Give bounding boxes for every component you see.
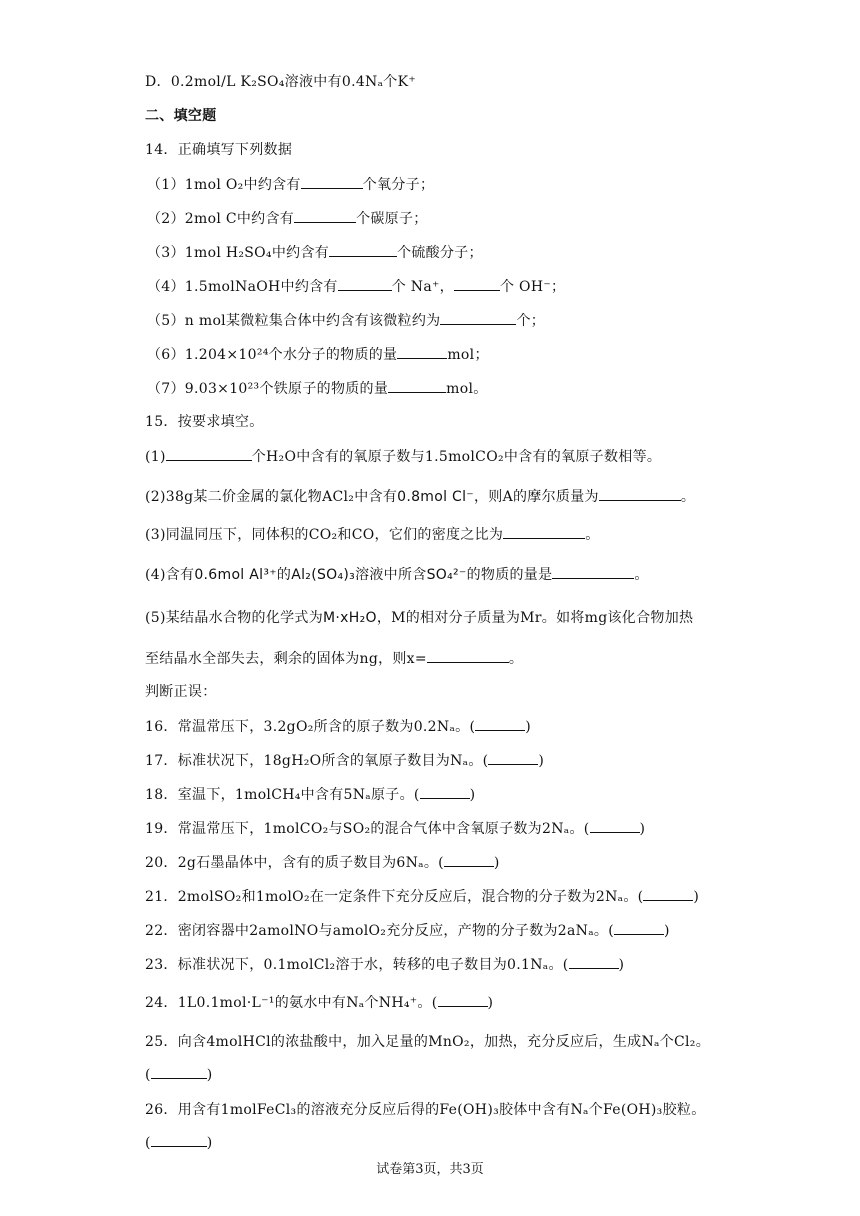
answer-blank[interactable] bbox=[454, 276, 500, 291]
q14-item-1: （1）1mol O₂中约含有 个氧分子； bbox=[147, 174, 434, 195]
judge-item-17: 17．标准状况下，18gH₂O所含的氧原子数目为Nₐ。( ) bbox=[145, 750, 544, 771]
answer-blank[interactable] bbox=[388, 378, 446, 393]
judge-item-26-answer: ( ) bbox=[145, 1132, 213, 1153]
q14-item-4: （4）1.5molNaOH中约含有 个 Na⁺， 个 OH⁻； bbox=[147, 276, 565, 297]
judge-item-22: 22．密闭容器中2amolNO与amolO₂充分反应，产物的分子数为2aNₐ。( ) bbox=[145, 920, 670, 941]
answer-blank[interactable] bbox=[475, 716, 525, 731]
q15-item-5-line-1: (5)某结晶水合物的化学式为M·xH₂O，M的相对分子质量为Mr。如将mg该化合物加热 bbox=[145, 610, 694, 626]
question-14-title: 14．正确填写下列数据 bbox=[145, 142, 293, 158]
answer-blank[interactable] bbox=[444, 852, 494, 867]
answer-blank[interactable] bbox=[614, 920, 664, 935]
judge-item-19: 19．常温常压下，1molCO₂与SO₂的混合气体中含氧原子数为2Nₐ。( ) bbox=[145, 818, 645, 839]
answer-blank[interactable] bbox=[440, 310, 516, 325]
judge-item-26: 26．用含有1molFeCl₃的溶液充分反应后得的Fe(OH)₃胶体中含有Nₐ个Fe(OH)₃胶粒。 bbox=[145, 1102, 706, 1118]
answer-blank[interactable] bbox=[151, 1132, 207, 1147]
q14-item-7: （7）9.03×10²³个铁原子的物质的量 mol。 bbox=[147, 378, 488, 399]
q15-item-4: (4)含有0.6mol Al³⁺的Al₂(SO₄)₃溶液中所含SO₄²⁻的物质的量是 。 bbox=[145, 564, 649, 585]
answer-blank[interactable] bbox=[397, 344, 447, 359]
judge-item-20: 20．2g石墨晶体中，含有的质子数目为6Nₐ。( ) bbox=[145, 852, 500, 873]
answer-blank[interactable] bbox=[488, 750, 538, 765]
answer-blank[interactable] bbox=[503, 524, 585, 539]
q14-item-3: （3）1mol H₂SO₄中约含有 个硫酸分子； bbox=[147, 242, 483, 263]
judge-item-18: 18．室温下，1molCH₄中含有5Nₐ原子。( ) bbox=[145, 784, 475, 805]
question-15-title: 15．按要求填空。 bbox=[145, 414, 264, 430]
q15-item-1: (1) 个H₂O中含有的氧原子数与1.5molCO₂中含有的氧原子数相等。 bbox=[145, 446, 661, 467]
answer-blank[interactable] bbox=[294, 208, 356, 223]
answer-blank[interactable] bbox=[151, 1064, 207, 1079]
answer-blank[interactable] bbox=[438, 992, 488, 1007]
answer-blank[interactable] bbox=[427, 648, 509, 663]
judge-item-25: 25．向含4molHCl的浓盐酸中，加入足量的MnO₂，加热，充分反应后，生成Nₐ个Cl₂。 bbox=[145, 1034, 710, 1050]
judge-item-21: 21．2molSO₂和1molO₂在一定条件下充分反应后，混合物的分子数为2Nₐ。( ) bbox=[145, 886, 699, 907]
option-d: D．0.2mol/L K₂SO₄溶液中有0.4Nₐ个K⁺ bbox=[145, 74, 417, 90]
answer-blank[interactable] bbox=[166, 446, 252, 461]
judge-item-16: 16．常温常压下，3.2gO₂所含的原子数为0.2Nₐ。( ) bbox=[145, 716, 531, 737]
answer-blank[interactable] bbox=[329, 242, 397, 257]
page-footer: 试卷第3页，共3页 bbox=[376, 1162, 484, 1177]
answer-blank[interactable] bbox=[590, 818, 640, 833]
answer-blank[interactable] bbox=[643, 886, 693, 901]
answer-blank[interactable] bbox=[569, 954, 619, 969]
section-heading-fill-in: 二、填空题 bbox=[145, 108, 217, 124]
judge-item-24: 24．1L0.1mol·L⁻¹的氨水中有Nₐ个NH₄⁺。( ) bbox=[145, 992, 493, 1013]
answer-blank[interactable] bbox=[552, 564, 634, 579]
q15-item-2: (2)38g某二价金属的氯化物ACl₂中含有0.8mol Cl⁻，则A的摩尔质量为 。 bbox=[145, 486, 695, 507]
answer-blank[interactable] bbox=[420, 784, 470, 799]
answer-blank[interactable] bbox=[301, 174, 363, 189]
q14-item-5: （5）n mol某微粒集合体中约含有该微粒约为 个； bbox=[147, 310, 545, 331]
judge-heading: 判断正误： bbox=[145, 684, 217, 700]
q15-item-5-line-2: 至结晶水全部失去，剩余的固体为ng，则x= 。 bbox=[145, 648, 523, 669]
judge-item-25-answer: ( ) bbox=[145, 1064, 213, 1085]
answer-blank[interactable] bbox=[599, 486, 681, 501]
judge-item-23: 23．标准状况下，0.1molCl₂溶于水，转移的电子数目为0.1Nₐ。( ) bbox=[145, 954, 624, 975]
q15-item-3: (3)同温同压下，同体积的CO₂和CO，它们的密度之比为 。 bbox=[145, 524, 600, 545]
q14-item-2: （2）2mol C中约含有 个碳原子； bbox=[147, 208, 428, 229]
answer-blank[interactable] bbox=[338, 276, 392, 291]
q14-item-6: （6）1.204×10²⁴个水分子的物质的量 mol； bbox=[147, 344, 489, 365]
